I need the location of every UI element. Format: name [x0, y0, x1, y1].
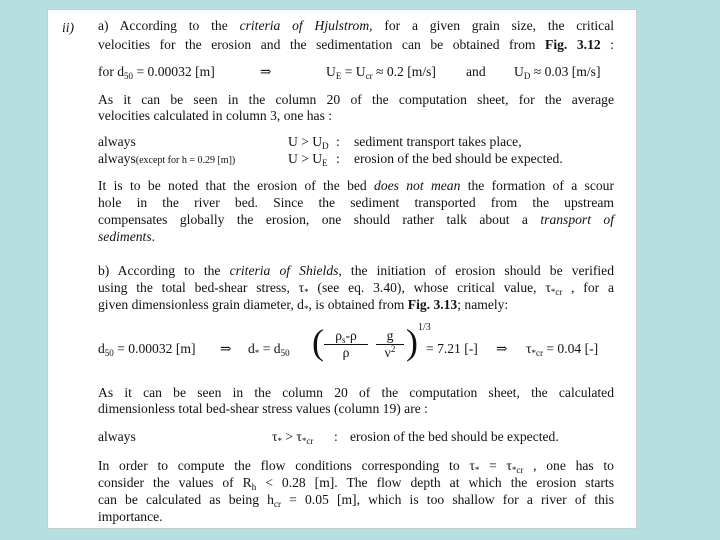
cond2-colon: :: [336, 151, 340, 166]
b-p3-line-3: can be calculated as being $h_{cr} = 0.05$ [m], which is too shallow for a river of this: [98, 492, 615, 509]
fraction-gravity: $\frac{g}{\nu^2}$: [376, 328, 404, 361]
cond2-always: always(except for h = 0.29 [m]): [98, 151, 236, 166]
a-eq-and: and: [466, 64, 486, 79]
a-p3-line-3: compensates globally the erosion, one should rather talk about a transport of: [98, 212, 614, 227]
b-cond-expr: $\tau_* > \tau_{*cr}$: [272, 429, 314, 446]
document-page: [48, 10, 636, 528]
b-line-1: b) According to the criteria of Shields, the initiation of erosion should be verified: [98, 263, 614, 278]
b-eq-result: = 7.21 [-]: [426, 341, 478, 356]
b-cond-text: erosion of the bed should be expected.: [350, 429, 559, 444]
cond1-expr: $U > U_D$: [288, 134, 329, 151]
cond1-always: always: [98, 134, 136, 149]
a-line-2: velocities for the erosion and the sedimentation can be obtained from Fig. 3.12 :: [98, 37, 614, 52]
paren-close: ): [406, 322, 418, 362]
b-eq-dstar: $d_* = d_{50}$: [248, 341, 290, 358]
a-p3-line-2: hole in the river bed. Since the sediment transported from the upstream: [98, 195, 614, 210]
b-p2-line-1: As it can be seen in the column 20 of the computation sheet, the calculated: [98, 385, 614, 400]
b-p2-line-2: dimensionless total bed-shear stress values (column 19) are :: [98, 401, 428, 416]
a-p2-line-2: velocities calculated in column 3, one has :: [98, 108, 333, 123]
paren-open: (: [312, 322, 324, 362]
a-line-1: a) According to the criteria of Hjulstrom, for a given grain size, the critical: [98, 18, 615, 33]
a-p3-line-4: sediments.: [98, 229, 156, 244]
a-eq-ud: $U_D \approx 0.03$ [m/s]: [514, 64, 601, 81]
b-line-3: given dimensionless grain diameter, $d_*$, is obtained from Fig. 3.13; namely:: [98, 297, 509, 314]
fraction-density: $\frac{\rho_s-\rho}{\rho}$: [324, 328, 368, 361]
cond1-text: sediment transport takes place,: [354, 134, 522, 149]
a-p2-line-1: As it can be seen in the column 20 of the computation sheet, for the average: [98, 92, 614, 107]
b-p3-line-2: consider the values of $R_h < 0.28$ [m]. The flow depth at which the erosion starts: [98, 475, 614, 492]
a-p3-line-1: It is to be noted that the erosion of the bed does not mean the formation of a scour: [98, 178, 614, 193]
arrow-icon: ⇒: [220, 341, 232, 356]
a-eq-ue: $U_E = U_{cr} \approx 0.2$ [m/s]: [326, 64, 436, 81]
b-p3-line-4: importance.: [98, 509, 163, 524]
b-eq-tau: $\tau_{*cr} = 0.04$ [-]: [526, 341, 599, 358]
a-eq-input: for $d_{50} = 0.00032$ [m]: [98, 64, 215, 81]
b-cond-always: always: [98, 429, 136, 444]
arrow-icon: ⇒: [496, 341, 508, 356]
cond2-text: erosion of the bed should be expected.: [354, 151, 563, 166]
b-eq-input: $d_{50} = 0.00032$ [m]: [98, 341, 196, 358]
exponent: 1/3: [418, 322, 431, 333]
cond2-expr: $U > U_E$: [288, 151, 328, 168]
cond1-colon: :: [336, 134, 340, 149]
b-cond-colon: :: [334, 429, 338, 444]
section-label: ii): [62, 20, 75, 35]
b-line-2: using the total bed-shear stress, $\tau_*$ (see eq. 3.40), whose critical value, $\tau_{*cr}$ , for a: [98, 280, 614, 297]
b-p3-line-1: In order to compute the flow conditions corresponding to $\tau_* = \tau_{*cr}$ , one has to: [98, 458, 614, 475]
arrow-icon: ⇒: [260, 64, 272, 79]
